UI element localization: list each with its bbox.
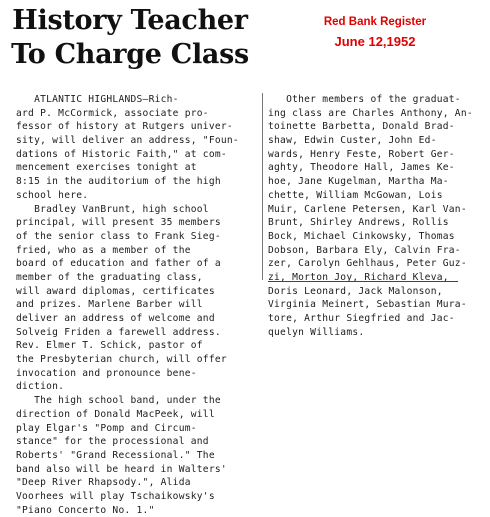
article-text-line: Doris Leonard, Jack Malonson,	[268, 285, 443, 297]
article-text-line: school here.	[16, 189, 89, 201]
article-text-line: deliver an address of welcome and	[16, 313, 215, 324]
article-text-line: 8:15 in the auditorium of the high	[16, 176, 221, 188]
article-text-line: invocation and pronounce bene-	[16, 367, 197, 379]
article-text-line: quelyn Williams.	[268, 326, 365, 338]
article-text-line: Roberts' "Grand Recessional." The	[16, 449, 215, 461]
article-text-line: "Piano Concerto No. 1."	[16, 504, 155, 516]
article-text-line: stance" for the processional and	[16, 436, 209, 448]
article-text-line: principal, will present 35 members	[16, 217, 221, 229]
article-text-line: Other members of the graduat-	[268, 94, 461, 105]
article-text-line: Bradley VanBrunt, high school	[16, 203, 209, 215]
article-text-line: wards, Henry Feste, Robert Ger-	[268, 148, 455, 160]
article-text-line: dations of Historic Faith," at com-	[16, 148, 227, 160]
article-text-line: zer, Carolyn Gehlhaus, Peter Guz-	[268, 258, 467, 270]
article-text-line: Voorhees will play Tschaikowsky's	[16, 490, 215, 502]
article-text-line: zi, Morton Joy, Richard Kleva,	[268, 271, 449, 283]
article-text-line: toinette Barbetta, Donald Brad-	[268, 121, 455, 133]
article-text-line: aghty, Theodore Hall, James Ke-	[268, 162, 455, 174]
article-text-line: ard P. McCormick, associate pro-	[16, 107, 209, 119]
article-text-line: fessor of history at Rutgers univer-	[16, 121, 233, 133]
article-right-column	[268, 93, 490, 339]
article-text-line: chette, William McGowan, Lois	[268, 189, 443, 201]
article-text-line: Solveig Friden a farewell address.	[16, 326, 221, 338]
article-text-line: band also will be heard in Walters'	[16, 463, 227, 475]
article-text-line: and prizes. Marlene Barber will	[16, 299, 203, 311]
article-text-line: The high school band, under the	[16, 395, 221, 407]
publication-name: Red Bank Register	[323, 16, 427, 28]
article-text-line: diction.	[16, 381, 65, 393]
article-text-line: Bock, Michael Cinkowsky, Thomas	[268, 230, 455, 242]
headline-line-2: To Charge Class	[11, 39, 249, 70]
article-text-line: of the senior class to Frank Sieg-	[16, 230, 221, 242]
article-left-column	[16, 93, 260, 517]
article-text-line: play Elgar's "Pomp and Circum-	[16, 422, 197, 434]
article-text-line: ATLANTIC HIGHLANDS—Rich-	[16, 94, 179, 105]
article-text-line: Rev. Elmer T. Schick, pastor of	[16, 340, 203, 352]
article-text-line: direction of Donald MacPeek, will	[16, 408, 215, 420]
article-text-line: hoe, Jane Kugelman, Martha Ma-	[268, 176, 449, 188]
article-text-line: member of the graduating class,	[16, 271, 203, 283]
headline	[0, 4, 260, 72]
article-text-line: mencement exercises tonight at	[16, 162, 197, 174]
column-divider	[262, 93, 263, 280]
article-text-line: tore, Arthur Siegfried and Jac-	[268, 313, 455, 324]
source-annotation	[300, 12, 450, 52]
article-text-line: sity, will deliver an address, "Foun-	[16, 135, 239, 147]
article-text-line: will award diplomas, certificates	[16, 285, 215, 297]
article-text-line: Muir, Carlene Petersen, Karl Van-	[268, 203, 467, 215]
article-text-line: Brunt, Shirley Andrews, Rollis	[268, 217, 449, 229]
article-text-line: Dobson, Barbara Ely, Calvin Fra-	[268, 244, 461, 256]
article-text-line: shaw, Edwin Custer, John Ed-	[268, 135, 437, 147]
headline-line-1: History Teacher	[12, 5, 248, 36]
column-end-rule	[268, 281, 458, 282]
article-text-line: "Deep River Rhapsody.", Alida	[16, 477, 191, 489]
publication-date: June 12,1952	[334, 34, 416, 49]
article-text-line: fried, who as a member of the	[16, 244, 191, 256]
article-text-line: Virginia Meinert, Sebastian Mura-	[268, 299, 467, 311]
article-text-line: board of education and father of a	[16, 258, 221, 270]
article-text-line: ing class are Charles Anthony, An-	[268, 107, 473, 119]
article-text-line: the Presbyterian church, will offer	[16, 354, 227, 366]
